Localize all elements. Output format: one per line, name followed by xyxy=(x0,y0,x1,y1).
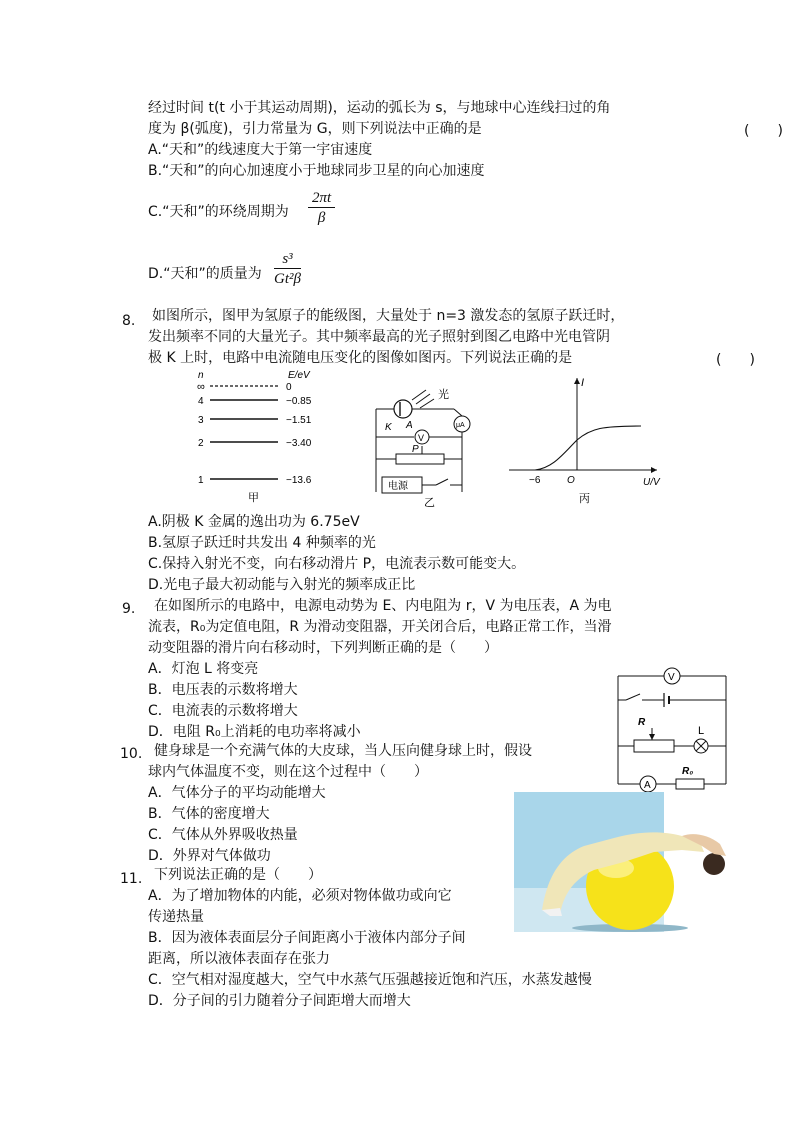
q11-option-a-line1: A．为了增加物体的内能，必须对物体做功或向它 xyxy=(148,888,452,904)
q11-option-b-line1: B．因为液体表面层分子间距离小于液体内部分子间 xyxy=(148,930,466,946)
fitness-ball-photo xyxy=(514,792,744,932)
q7-option-b: B.“天和”的向心加速度小于地球同步卫星的向心加速度 xyxy=(148,163,485,179)
cathode-k-label: K xyxy=(385,422,392,433)
figure-yi-caption: 乙 xyxy=(424,497,435,508)
q11-number: 11. xyxy=(120,871,143,887)
q8-stem-line3: 极 K 上时，电路中电流随电压变化的图像如图丙。下列说法正确的是 xyxy=(148,350,573,366)
rheostat xyxy=(396,454,444,464)
q9-voltmeter-label: V xyxy=(668,672,675,683)
q9-switch xyxy=(626,694,640,700)
q9-option-a: A．灯泡 L 将变亮 xyxy=(148,661,259,677)
q7-option-d: D.“天和”的质量为 xyxy=(148,266,262,282)
slider-p-label: P xyxy=(412,444,419,455)
q9-lamp-label: L xyxy=(698,725,705,737)
level-n-3: 3 xyxy=(198,415,204,426)
voltmeter-label: V xyxy=(418,433,425,443)
q11-option-c: C．空气相对湿度越大，空气中水蒸气压强越接近饱和汽压，水蒸发越慢 xyxy=(148,972,592,988)
level-e-4: −0.85 xyxy=(286,396,312,407)
q7-option-c-denominator: β xyxy=(317,210,326,226)
q9-stem-line3: 动变阻器的滑片向右移动时，下列判断正确的是（ ） xyxy=(148,640,498,656)
origin-label: O xyxy=(567,475,575,486)
q8-answer-paren: ( ) xyxy=(716,352,755,368)
current-voltage-graph xyxy=(505,372,665,508)
level-e-inf: 0 xyxy=(286,382,292,393)
q8-stem-line1: 如图所示，图甲为氢原子的能级图，大量处于 n=3 激发态的氢原子跃迁时， xyxy=(152,308,625,324)
q10-stem-line1: 健身球是一个充满气体的大皮球，当人压向健身球上时，假设 xyxy=(154,743,532,759)
q9-stem-line2: 流表，R₀为定值电阻，R 为滑动变阻器，开关闭合后，电路正常工作，当滑 xyxy=(148,619,612,635)
q8-option-b: B.氢原子跃迁时共发出 4 种频率的光 xyxy=(148,535,376,551)
q9-ammeter-label: A xyxy=(644,780,651,791)
q9-option-b: B．电压表的示数将增大 xyxy=(148,682,298,698)
photocell-tube xyxy=(394,400,412,418)
q7-option-d-denominator: Gt²β xyxy=(274,271,301,287)
energy-axis-e-label: E/eV xyxy=(288,370,310,381)
q8-option-c: C.保持入射光不变，向右移动滑片 P，电流表示数可能变大。 xyxy=(148,556,526,572)
q7-answer-paren: ( ) xyxy=(744,123,783,139)
q9-fixed-resistor xyxy=(676,779,704,789)
level-n-4: 4 xyxy=(198,396,204,407)
figure-jia-caption: 甲 xyxy=(248,492,259,504)
q9-r0-label: R₀ xyxy=(682,766,694,777)
level-n-inf: ∞ xyxy=(197,381,205,393)
q9-number: 9. xyxy=(122,601,136,617)
q10-stem-line2: 球内气体温度不变，则在这个过程中（ ） xyxy=(148,764,428,780)
photocell-circuit-diagram xyxy=(360,382,480,508)
q7-option-c-fraction xyxy=(308,189,335,228)
q11-option-b-line2: 距离，所以液体表面存在张力 xyxy=(148,951,330,967)
q7-option-d-numerator: s³ xyxy=(274,250,301,269)
q8-stem-line2: 发出频率不同的大量光子。其中频率最高的光子照射到图乙电路中光电管阴 xyxy=(148,329,610,345)
q9-option-c: C．电流表的示数将增大 xyxy=(148,703,298,719)
q9-circuit-diagram xyxy=(612,662,732,792)
q8-option-a: A.阴极 K 金属的逸出功为 6.75eV xyxy=(148,514,360,530)
energy-axis-n-label: n xyxy=(198,370,204,381)
q7-stem-line2: 度为 β(弧度)，引力常量为 G，则下列说法中正确的是 xyxy=(148,121,482,137)
q7-option-d-fraction xyxy=(274,250,301,289)
q9-rheostat-label: R xyxy=(638,717,646,728)
q9-slider-arrow xyxy=(649,734,655,740)
y-axis-label: I xyxy=(581,377,585,389)
microammeter-label: μA xyxy=(456,422,465,429)
q10-option-d: D．外界对气体做功 xyxy=(148,848,271,864)
q7-stem-line1: 经过时间 t(t 小于其运动周期)，运动的弧长为 s，与地球中心连线扫过的角 xyxy=(148,100,611,116)
level-n-2: 2 xyxy=(198,438,204,449)
q8-number: 8. xyxy=(122,313,136,329)
q9-rheostat xyxy=(634,740,674,752)
q10-option-b: B．气体的密度增大 xyxy=(148,806,270,822)
energy-level-diagram xyxy=(190,368,340,508)
level-e-3: −1.51 xyxy=(286,415,312,426)
q8-option-d: D.光电子最大初动能与入射光的频率成正比 xyxy=(148,577,416,593)
q11-stem-line1: 下列说法正确的是（ ） xyxy=(154,867,322,883)
q9-stem-line1: 在如图所示的电路中，电源电动势为 E、内电阻为 r，V 为电压表，A 为电 xyxy=(154,598,612,614)
level-e-2: −3.40 xyxy=(286,438,312,449)
q7-option-a: A.“天和”的线速度大于第一宇宙速度 xyxy=(148,142,373,158)
person-head xyxy=(703,853,725,875)
q7-option-c-numerator: 2πt xyxy=(308,189,335,208)
y-axis-arrow xyxy=(574,378,580,384)
q7-option-c: C.“天和”的环绕周期为 xyxy=(148,204,289,220)
level-n-1: 1 xyxy=(198,475,204,486)
stopping-voltage-tick: −6 xyxy=(529,475,541,486)
switch xyxy=(436,479,448,485)
q11-option-d: D．分子间的引力随着分子间距增大而增大 xyxy=(148,993,411,1009)
iv-curve xyxy=(535,426,641,470)
wire-to-ua xyxy=(454,409,462,416)
light-label: 光 xyxy=(438,389,449,401)
power-supply-label: 电源 xyxy=(388,481,408,492)
q10-option-a: A．气体分子的平均动能增大 xyxy=(148,785,326,801)
q10-option-c: C．气体从外界吸收热量 xyxy=(148,827,298,843)
q9-option-d: D．电阻 R₀上消耗的电功率将减小 xyxy=(148,724,361,740)
level-e-1: −13.6 xyxy=(286,475,312,486)
light-ray-2 xyxy=(420,399,434,408)
q11-option-a-line2: 传递热量 xyxy=(148,909,204,925)
anode-a-label: A xyxy=(406,420,413,431)
x-axis-arrow xyxy=(651,467,657,473)
x-axis-label: U/V xyxy=(643,477,660,488)
q10-number: 10. xyxy=(120,746,143,762)
figure-bing-caption: 丙 xyxy=(579,493,590,505)
